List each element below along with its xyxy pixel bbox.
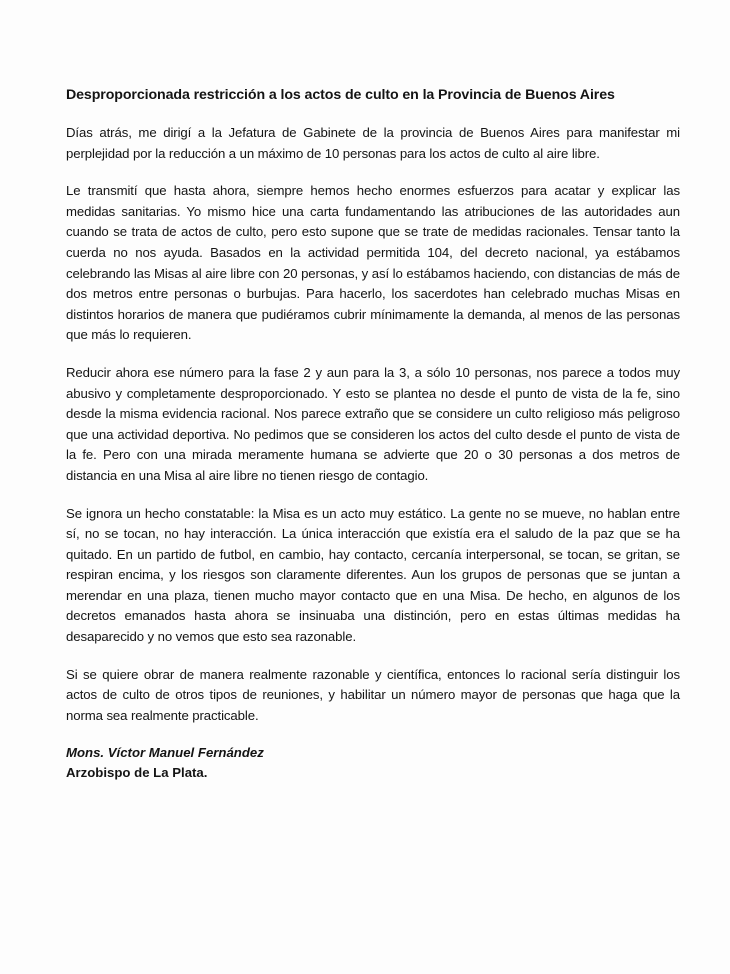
letter-body [66,85,680,783]
paragraph: Reducir ahora ese número para la fase 2 y aun para la 3, a sólo 10 personas, nos parece a todos muy abusivo y completamente desproporcionado. Y esto se plantea no desde el punto de vista de la fe, sino desde la misma evidencia racional. Nos parece extraño que se considere un culto religioso más peligroso que una actividad deportiva. No pedimos que se consideren los actos del culto desde el punto de vista de la fe. Pero con una mirada meramente humana se advierte que 20 o 30 personas a dos metros de distancia en una Misa al aire libre no tienen riesgo de contagio. [66,364,680,483]
paragraph: Si se quiere obrar de manera realmente razonable y científica, entonces lo racional sería distinguir los actos de culto de otros tipos de reuniones, y habilitar un número mayor de personas que haga que la norma sea realmente practicable. [66,666,680,723]
paragraph: Le transmití que hasta ahora, siempre hemos hecho enormes esfuerzos para acatar y explicar las medidas sanitarias. Yo mismo hice una carta fundamentando las atribuciones de las autoridades aun cuando se trata de actos de culto, pero esto supone que se trate de medidas racionales. Tensar tanto la cuerda no nos ayuda. Basados en la actividad permitida 104, del decreto nacional, ya estábamos celebrando las Misas al aire libre con 20 personas, y así lo estábamos haciendo, con distancias de más de dos metros entre personas o burbujas. Para hacerlo, los sacerdotes han celebrado muchas Misas en distintos horarios de manera que pudiéramos cubrir mínimamente la demanda, al menos de las personas que más lo requieren. [66,183,680,343]
signature-title: Arzobispo de La Plata. [66,765,208,781]
paragraph: Se ignora un hecho constatable: la Misa es un acto muy estático. La gente no se mueve, no hablan entre sí, no se tocan, no hay interacción. La única interacción que existía era el saludo de la paz que se ha quitado. En un partido de futbol, en cambio, hay contacto, cercanía interpersonal, se tocan, se gritan, se respiran encima, y los riesgos son claramente diferentes. Aun los grupos de personas que se juntan a merendar en una plaza, tienen mucho mayor contacto que en una Misa. De hecho, en algunos de los decretos emanados hasta ahora se insinuaba una distinción, pero en estas últimas medidas ha desaparecido y no vemos que esto sea razonable. [66,505,680,645]
letter-title: Desproporcionada restricción a los actos de culto en la Provincia de Buenos Aires [66,87,615,103]
paragraph: Días atrás, me dirigí a la Jefatura de Gabinete de la provincia de Buenos Aires para manifestar mi perplejidad por la reducción a un máximo de 10 personas para los actos de culto al aire libre. [66,125,680,161]
signature-name: Mons. Víctor Manuel Fernández [66,745,264,761]
